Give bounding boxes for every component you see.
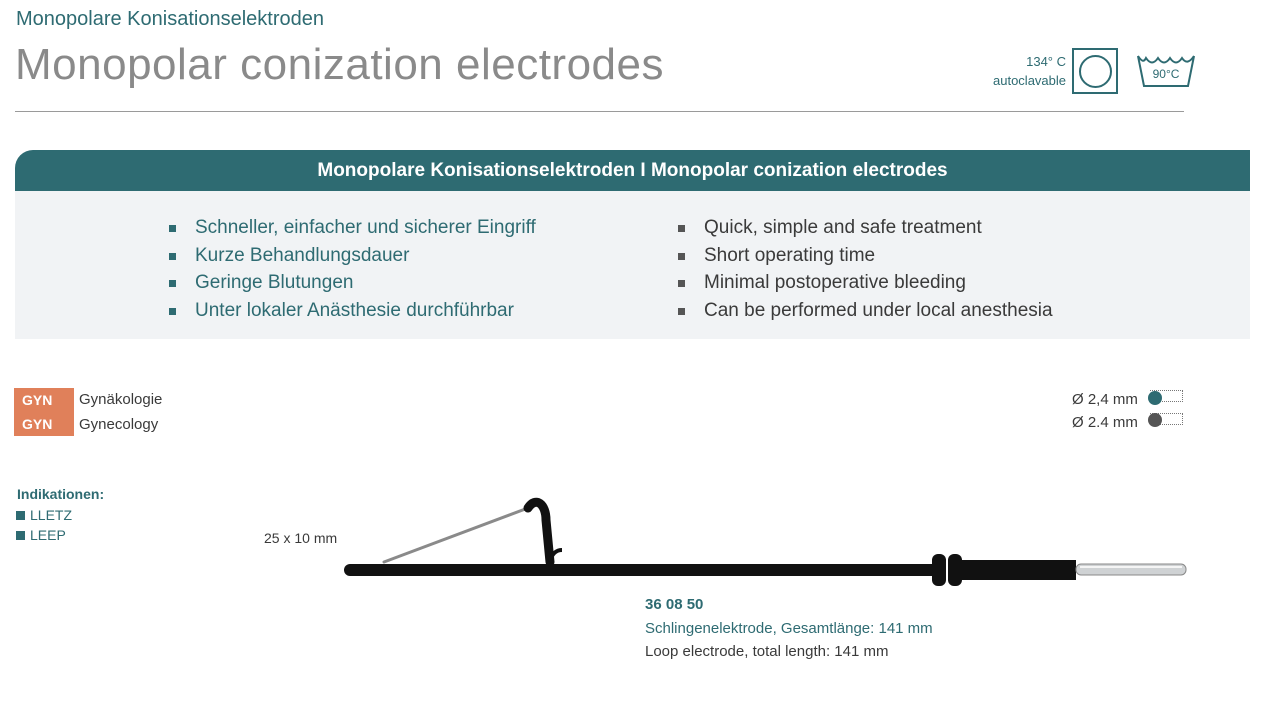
page-subtitle-de: Monopolare Konisationselektroden (16, 8, 324, 30)
bullet-icon (16, 531, 25, 540)
indication-item: LEEP (16, 525, 72, 545)
wash-temperature: 90°C (1152, 67, 1180, 81)
section-banner (15, 150, 1250, 191)
autoclave-icon (1072, 48, 1118, 94)
features-panel (15, 191, 1250, 339)
diameter-label-de: Ø 2,4 mm (1072, 391, 1138, 408)
specialty-badge: GYN (14, 412, 74, 436)
feature-item-en: Can be performed under local anesthesia (676, 297, 1053, 325)
bullet-icon (678, 253, 685, 260)
loop-dimension: 25 x 10 mm (264, 530, 338, 546)
autoclave-circle-icon (1079, 55, 1112, 88)
bullet-icon (678, 308, 685, 315)
specialty-badge: GYN (14, 388, 74, 412)
autoclave-label: autoclavable (993, 73, 1066, 88)
diameter-label-en: Ø 2.4 mm (1072, 414, 1138, 431)
feature-item-de: Kurze Behandlungsdauer (167, 242, 536, 270)
loop-electrode-image (340, 490, 1200, 590)
diameter-dot-icon (1148, 391, 1162, 405)
bullet-icon (678, 280, 685, 287)
feature-item-de: Geringe Blutungen (167, 269, 536, 297)
bullet-icon (169, 225, 176, 232)
bullet-icon (16, 511, 25, 520)
specialty-label-de: Gynäkologie (79, 391, 163, 408)
indication-item: LLETZ (16, 505, 72, 525)
autoclave-temperature: 134° C (1026, 54, 1066, 69)
feature-item-de: Unter lokaler Anästhesie durchführbar (167, 297, 536, 325)
bullet-icon (169, 253, 176, 260)
banner-title: Monopolare Konisationselektroden I Monopolar conization electrodes (317, 159, 948, 181)
indications-heading: Indikationen: (17, 486, 105, 502)
feature-item-de: Schneller, einfacher und sicherer Eingriff (167, 214, 536, 242)
page-title: Monopolar conization electrodes (15, 40, 664, 89)
features-list-de (167, 214, 536, 324)
wash-tub-icon (1136, 52, 1196, 88)
specialty-label-en: Gynecology (79, 416, 159, 433)
feature-item-en: Minimal postoperative bleeding (676, 269, 1053, 297)
bullet-icon (678, 225, 685, 232)
article-number: 36 08 50 (645, 596, 704, 613)
diameter-dot-icon (1148, 413, 1162, 427)
features-list-en (676, 214, 1053, 324)
bullet-icon (169, 308, 176, 315)
title-divider (15, 111, 1184, 112)
autoclave-info (976, 52, 1066, 90)
indications-list (16, 505, 72, 545)
feature-item-en: Short operating time (676, 242, 1053, 270)
feature-item-en: Quick, simple and safe treatment (676, 214, 1053, 242)
bullet-icon (169, 280, 176, 287)
product-description-en: Loop electrode, total length: 141 mm (645, 643, 889, 660)
product-description-de: Schlingenelektrode, Gesamtlänge: 141 mm (645, 620, 933, 637)
